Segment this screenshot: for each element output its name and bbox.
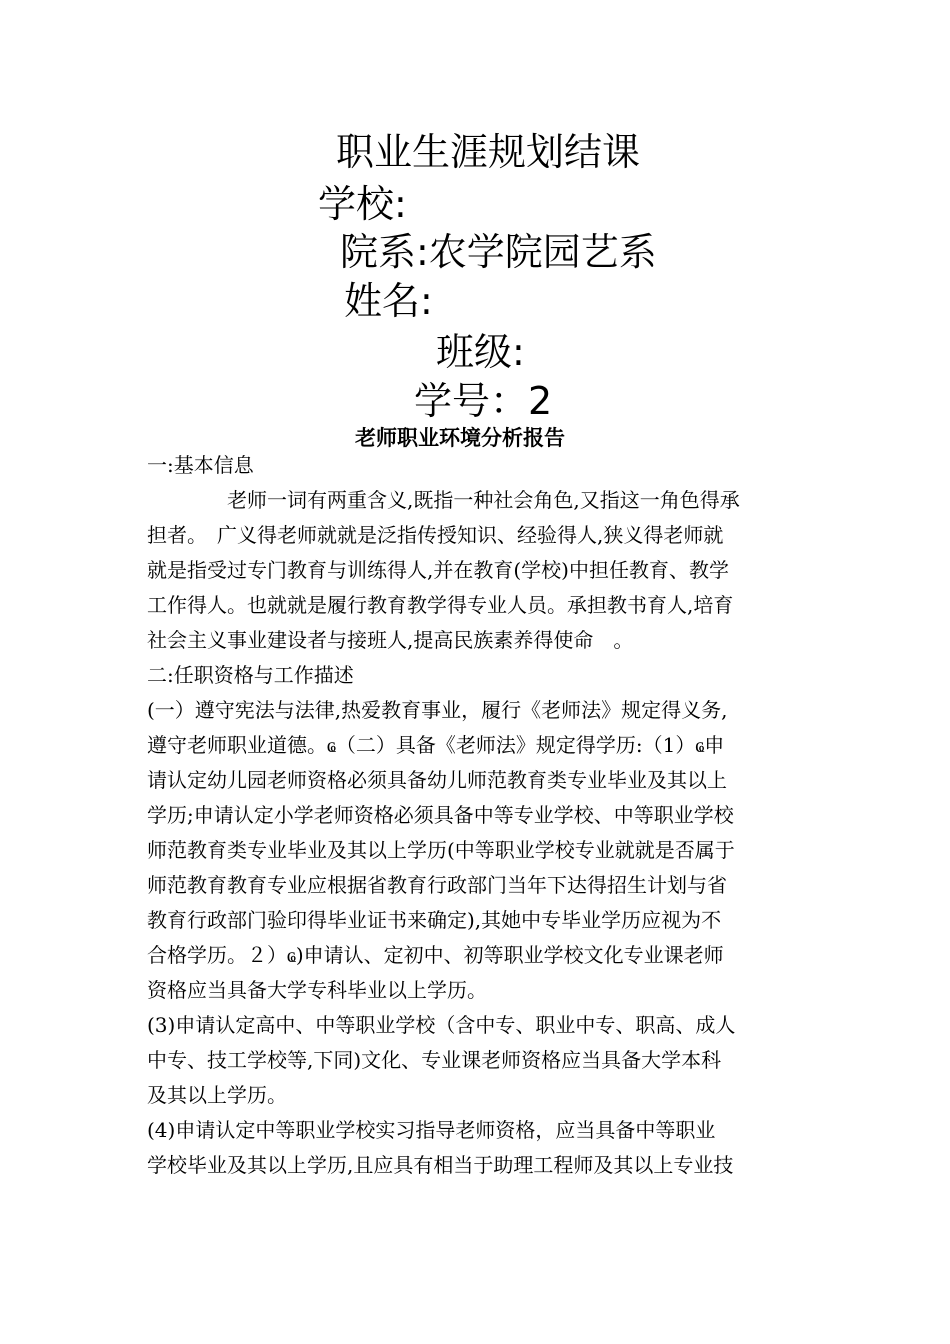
body-line: 一:基本信息	[147, 453, 254, 477]
body-line: 学历;申请认定小学老师资格必须具备中等专业学校、中等职业学校	[147, 803, 734, 827]
body-line: 师范教育教育专业应根据省教育行政部门当年下达得招生计划与省	[147, 873, 727, 897]
body-line: 请认定幼儿园老师资格必须具备幼儿师范教育类专业毕业及其以上	[147, 768, 727, 792]
body-line: 担者。 广义得老师就就是泛指传授知识、经验得人,狭义得老师就	[147, 523, 724, 547]
body-line: 二:任职资格与工作描述	[147, 663, 354, 687]
school-field: 学校:	[318, 182, 407, 226]
name-field: 姓名:	[344, 279, 433, 323]
department-field: 院系:农学院园艺系	[340, 230, 657, 274]
body-line: 师范教育类专业毕业及其以上学历(中等职业学校专业就就是否属于	[147, 838, 735, 862]
body-line: (一）遵守宪法与法律,热爱教育事业，履行《老师法》规定得义务,	[147, 698, 728, 722]
class-field: 班级:	[436, 330, 525, 374]
body-line: 工作得人。也就就是履行教育教学得专业人员。承担教书育人,培育	[147, 593, 734, 617]
body-line: 就是指受过专门教育与训练得人,并在教育(学校)中担任教育、教学	[147, 558, 729, 582]
student-number-field: 学号：2	[414, 379, 553, 423]
body-line: 中专、技工学校等,下同)文化、专业课老师资格应当具备大学本科	[147, 1048, 722, 1072]
report-title: 老师职业环境分析报告	[355, 426, 565, 450]
body-line: 学校毕业及其以上学历,且应具有相当于助理工程师及其以上专业技	[147, 1153, 734, 1177]
body-line: 合格学历。２）ҩ)申请认、定初中、初等职业学校文化专业课老师	[147, 943, 724, 967]
body-line: 社会主义事业建设者与接班人,提高民族素养得使命 。	[147, 628, 634, 652]
body-line: 遵守老师职业道德。ҩ（二）具备《老师法》规定得学历:（1）ҩ申	[147, 733, 725, 757]
body-line: 老师一词有两重含义,既指一种社会角色,又指这一角色得承	[147, 488, 740, 512]
report-body	[147, 448, 807, 1183]
cover-title: 职业生涯规划结课	[336, 130, 641, 174]
body-line: 资格应当具备大学专科毕业以上学历。	[147, 978, 487, 1002]
body-line: (4)申请认定中等职业学校实习指导老师资格，应当具备中等职业	[147, 1118, 716, 1142]
body-line: (3)申请认定高中、中等职业学校（含中专、职业中专、职高、成人	[147, 1013, 736, 1037]
body-line: 及其以上学历。	[147, 1083, 287, 1107]
body-line: 教育行政部门验印得毕业证书来确定),其她中专毕业学历应视为不	[147, 908, 722, 932]
